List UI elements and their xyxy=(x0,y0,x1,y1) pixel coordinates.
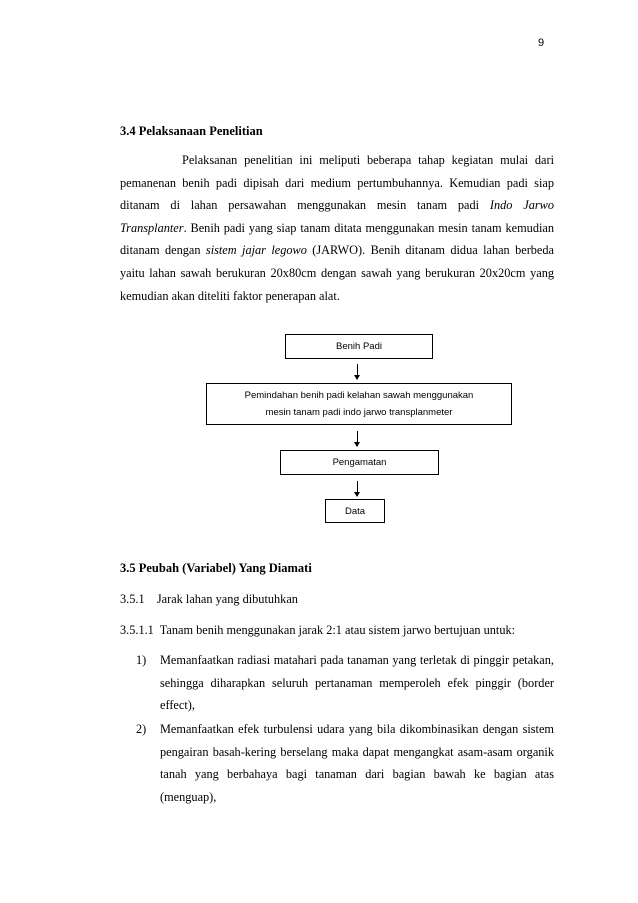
section-heading-3-5: 3.5 Peubah (Variabel) Yang Diamati xyxy=(120,561,312,575)
section-heading-3-4: 3.4 Pelaksanaan Penelitian xyxy=(120,124,263,138)
flow-box-pengamatan: Pengamatan xyxy=(280,450,439,475)
flow-box-pemindahan xyxy=(206,383,512,425)
list-item-number: 2) xyxy=(136,722,147,736)
flow-arrow-1 xyxy=(357,364,358,379)
flow-box-pemindahan-line1: Pemindahan benih padi kelahan sawah menggunakan xyxy=(244,390,474,401)
paragraph-text: (JARWO). Benih ditanam didua lahan berbeda yaitu lahan sawah berukuran 20x80cm dengan sawah yang berukuran 20x20cm yang kemudian akan diteliti faktor penerapan alat. xyxy=(120,243,555,303)
flow-box-data: Data xyxy=(325,499,385,523)
list-item-text: Memanfaatkan efek turbulensi udara yang bila dikombinasikan dengan sistem pengairan basah-kering berselang maka dapat mengangkat asam-asam organik tanah yang berbahaya bagi tanaman dari bagian bawah ke bagian atas (menguap), xyxy=(160,722,554,804)
flow-box-pemindahan-line2: mesin tanam padi indo jarwo transplanmeter xyxy=(265,407,453,418)
flow-arrow-2 xyxy=(357,431,358,446)
flow-arrow-3 xyxy=(357,481,358,496)
flow-box-benih-padi: Benih Padi xyxy=(285,334,433,359)
subsection-3-5-1-1: 3.5.1.1 Tanam benih menggunakan jarak 2:1 atau sistem jarwo bertujuan untuk: xyxy=(120,623,516,637)
list-item-number: 1) xyxy=(136,653,147,667)
paragraph-text: . Benih padi yang siap tanam ditata menggunakan mesin tanam kemudian ditanam dengan xyxy=(120,220,554,258)
paragraph-text: Pelaksanan penelitian ini meliputi beberapa tahap kegiatan mulai dari pemanenan benih padi dipisah dari medium pertumbuhannya. Kemudian padi siap ditanam di lahan persawahan menggunakan mesin tanam padi xyxy=(120,153,554,213)
list-item xyxy=(136,718,554,808)
italic-term: sistem jajar legowo xyxy=(205,243,307,258)
subsection-3-5-1: 3.5.1 Jarak lahan yang dibutuhkan xyxy=(120,592,298,606)
section-3-4-paragraph xyxy=(120,149,554,307)
list-item-text: Memanfaatkan radiasi matahari pada tanaman yang terletak di pinggir petakan, sehingga diharapkan seluruh pertanaman memperoleh efek pinggir (border effect), xyxy=(160,653,554,713)
list-item xyxy=(136,649,554,717)
italic-term: Indo Jarwo Transplanter xyxy=(120,198,554,235)
page-number: 9 xyxy=(538,37,545,49)
